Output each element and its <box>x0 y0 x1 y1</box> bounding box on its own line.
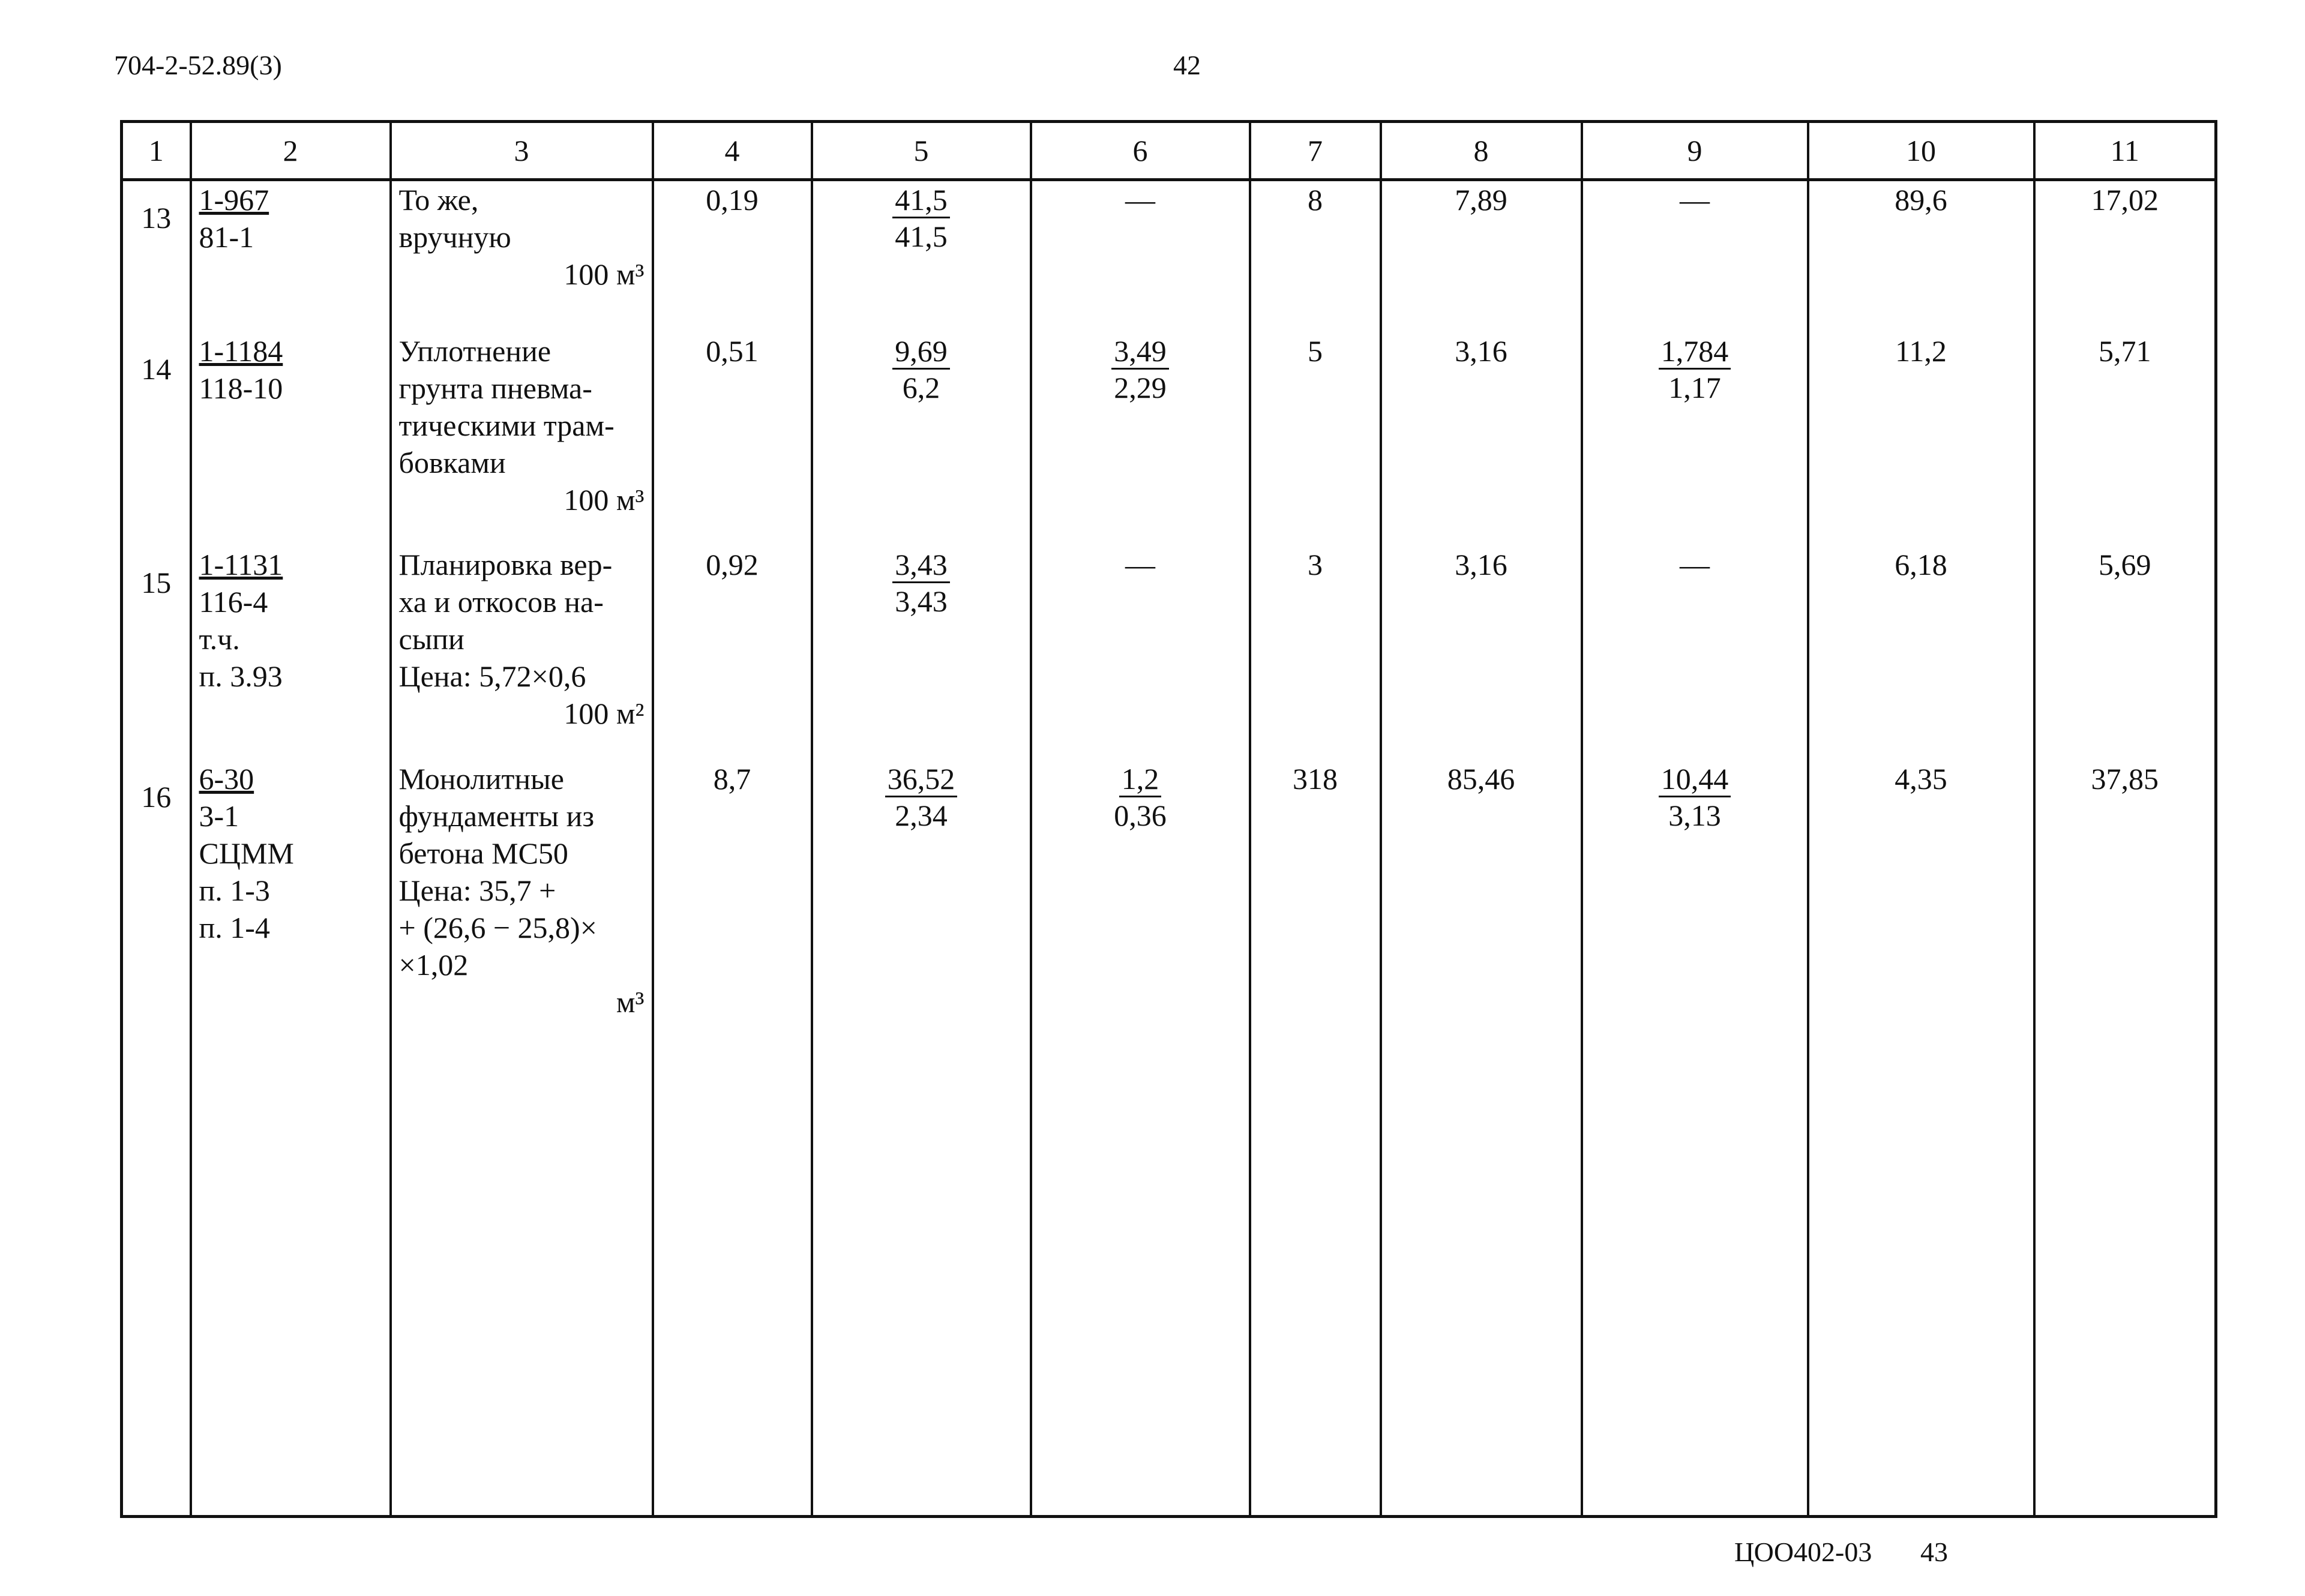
reference-code: 1-967 <box>199 183 269 217</box>
cell-col-8 <box>1381 180 1582 333</box>
work-description <box>391 760 653 1517</box>
measure-unit: 100 м³ <box>563 483 645 517</box>
cell-col-4 <box>653 332 812 546</box>
column-header-2: 2 <box>191 122 391 180</box>
footer-page-number: 43 <box>1920 1537 1948 1567</box>
cell-value: — <box>1680 548 1710 582</box>
row-number-text: 16 <box>141 779 172 814</box>
row-number <box>122 760 191 1517</box>
fraction-denominator: 0,36 <box>1114 798 1167 832</box>
row-number-text: 13 <box>141 201 172 235</box>
fraction-numerator: 36,52 <box>885 762 958 797</box>
cell-value: 3 <box>1308 548 1323 582</box>
fraction-denominator: 3,43 <box>895 584 948 619</box>
column-header-11: 11 <box>2034 122 2216 180</box>
fraction-denominator: 2,29 <box>1114 371 1167 405</box>
reference-line: п. 1-4 <box>199 910 270 944</box>
column-header-6: 6 <box>1031 122 1250 180</box>
cell-value: 0,92 <box>706 548 759 582</box>
reference-line: п. 3.93 <box>199 659 283 694</box>
cell-value: 5 <box>1308 334 1323 368</box>
table-row <box>122 546 2216 760</box>
cell-col-4 <box>653 760 812 1517</box>
norm-reference <box>191 180 391 333</box>
table-row <box>122 180 2216 333</box>
column-header-8: 8 <box>1381 122 1582 180</box>
cell-col-8 <box>1381 546 1582 760</box>
norm-reference <box>191 760 391 1517</box>
description-text: Уплотнение грунта пневма- тическими трам- бовками <box>398 334 615 480</box>
fraction-denominator: 3,13 <box>1668 798 1721 832</box>
column-header-10: 10 <box>1808 122 2034 180</box>
table-row <box>122 760 2216 1517</box>
column-header-5: 5 <box>812 122 1031 180</box>
cell-value: 37,85 <box>2091 761 2159 796</box>
row-number <box>122 332 191 546</box>
cell-col-10 <box>1808 760 2034 1517</box>
column-header-3: 3 <box>391 122 653 180</box>
cell-col-7 <box>1250 546 1381 760</box>
reference-code: 6-30 <box>199 761 254 796</box>
cell-value: 11,2 <box>1895 334 1947 368</box>
cell-col-11 <box>2034 546 2216 760</box>
column-header-9: 9 <box>1582 122 1808 180</box>
column-header-7: 7 <box>1250 122 1381 180</box>
cell-col-10 <box>1808 180 2034 333</box>
fraction-value <box>1659 762 1731 833</box>
fraction-denominator: 2,34 <box>895 798 948 832</box>
fraction-value <box>892 548 950 619</box>
page-number: 42 <box>1173 50 1201 80</box>
cell-col-7 <box>1250 760 1381 1517</box>
fraction-numerator: 1,784 <box>1659 334 1731 370</box>
cell-col-5 <box>812 760 1031 1517</box>
cell-value: 3,16 <box>1455 548 1507 582</box>
cell-col-5 <box>812 332 1031 546</box>
table-body <box>122 180 2216 1517</box>
cell-value: 5,71 <box>2099 334 2151 368</box>
cell-col-8 <box>1381 332 1582 546</box>
cell-col-10 <box>1808 332 2034 546</box>
cell-value: 0,51 <box>706 334 759 368</box>
fraction-numerator: 3,43 <box>892 548 950 583</box>
cell-col-6 <box>1031 332 1250 546</box>
reference-code: 1-1131 <box>199 548 283 582</box>
cell-value: 318 <box>1293 761 1338 796</box>
reference-line: 116-4 <box>199 585 268 619</box>
cell-value: 89,6 <box>1895 183 1947 217</box>
cell-value: 3,16 <box>1455 334 1507 368</box>
norm-reference <box>191 546 391 760</box>
cell-col-11 <box>2034 180 2216 333</box>
measure-unit: м³ <box>616 985 645 1019</box>
fraction-numerator: 10,44 <box>1659 762 1731 797</box>
row-number <box>122 180 191 333</box>
reference-line: 3-1 <box>199 799 239 833</box>
fraction-value <box>892 183 950 254</box>
cell-col-9 <box>1582 180 1808 333</box>
fraction-value <box>1114 762 1167 833</box>
table-row <box>122 332 2216 546</box>
row-number-text: 15 <box>141 566 172 600</box>
row-number-text: 14 <box>141 352 172 386</box>
cell-col-11 <box>2034 760 2216 1517</box>
cell-value: 85,46 <box>1447 761 1515 796</box>
reference-line: СЦММ <box>199 836 294 870</box>
cell-col-9 <box>1582 760 1808 1517</box>
cell-col-4 <box>653 546 812 760</box>
fraction-value <box>892 334 950 406</box>
work-description <box>391 332 653 546</box>
norm-reference <box>191 332 391 546</box>
cell-col-7 <box>1250 180 1381 333</box>
fraction-numerator: 41,5 <box>892 183 950 218</box>
column-number-row <box>122 122 2216 180</box>
description-text: Планировка вер- ха и откосов на- сыпи Цена: 5,72×0,6 <box>398 548 613 694</box>
fraction-numerator: 3,49 <box>1111 334 1169 370</box>
cell-col-5 <box>812 180 1031 333</box>
reference-line: п. 1-3 <box>199 873 270 907</box>
fraction-value <box>1111 334 1169 406</box>
cell-col-7 <box>1250 332 1381 546</box>
cell-col-5 <box>812 546 1031 760</box>
fraction-denominator: 41,5 <box>895 220 948 253</box>
cell-value: 17,02 <box>2091 183 2159 217</box>
cell-value: 8,7 <box>713 761 751 796</box>
cell-col-6 <box>1031 760 1250 1517</box>
work-description <box>391 180 653 333</box>
reference-code: 1-1184 <box>199 334 283 368</box>
column-header-4: 4 <box>653 122 812 180</box>
cell-value: 7,89 <box>1455 183 1507 217</box>
cell-col-9 <box>1582 332 1808 546</box>
fraction-denominator: 1,17 <box>1668 371 1721 405</box>
fraction-value <box>885 762 958 833</box>
cell-col-8 <box>1381 760 1582 1517</box>
fraction-denominator: 6,2 <box>902 371 940 405</box>
description-text: То же, вручную <box>398 183 511 254</box>
document-code: 704-2-52.89(3) <box>114 50 282 80</box>
cell-value: — <box>1125 183 1155 217</box>
measure-unit: 100 м² <box>563 697 645 731</box>
fraction-value <box>1659 334 1731 406</box>
cell-value: — <box>1125 548 1155 582</box>
fraction-numerator: 1,2 <box>1119 762 1162 797</box>
cell-col-10 <box>1808 546 2034 760</box>
reference-line: 118-10 <box>199 371 283 406</box>
cell-col-11 <box>2034 332 2216 546</box>
footer-code: ЦОО402-03 <box>1734 1537 1872 1567</box>
cell-value: 8 <box>1308 183 1323 217</box>
cell-col-4 <box>653 180 812 333</box>
cell-value: — <box>1680 183 1710 217</box>
row-number <box>122 546 191 760</box>
description-text: Монолитные фундаменты из бетона МС50 Цена: 35,7 + + (26,6 − 25,8)× ×1,02 <box>398 761 597 982</box>
cell-value: 6,18 <box>1895 548 1947 582</box>
reference-line: 81-1 <box>199 220 254 254</box>
measure-unit: 100 м³ <box>563 257 645 291</box>
column-header-1: 1 <box>122 122 191 180</box>
cell-value: 5,69 <box>2099 548 2151 582</box>
cell-value: 4,35 <box>1895 761 1947 796</box>
cell-col-6 <box>1031 180 1250 333</box>
fraction-numerator: 9,69 <box>892 334 950 370</box>
cell-value: 0,19 <box>706 183 759 217</box>
cell-col-9 <box>1582 546 1808 760</box>
reference-line: т.ч. <box>199 622 240 656</box>
work-description <box>391 546 653 760</box>
estimate-table <box>120 120 2217 1518</box>
cell-col-6 <box>1031 546 1250 760</box>
